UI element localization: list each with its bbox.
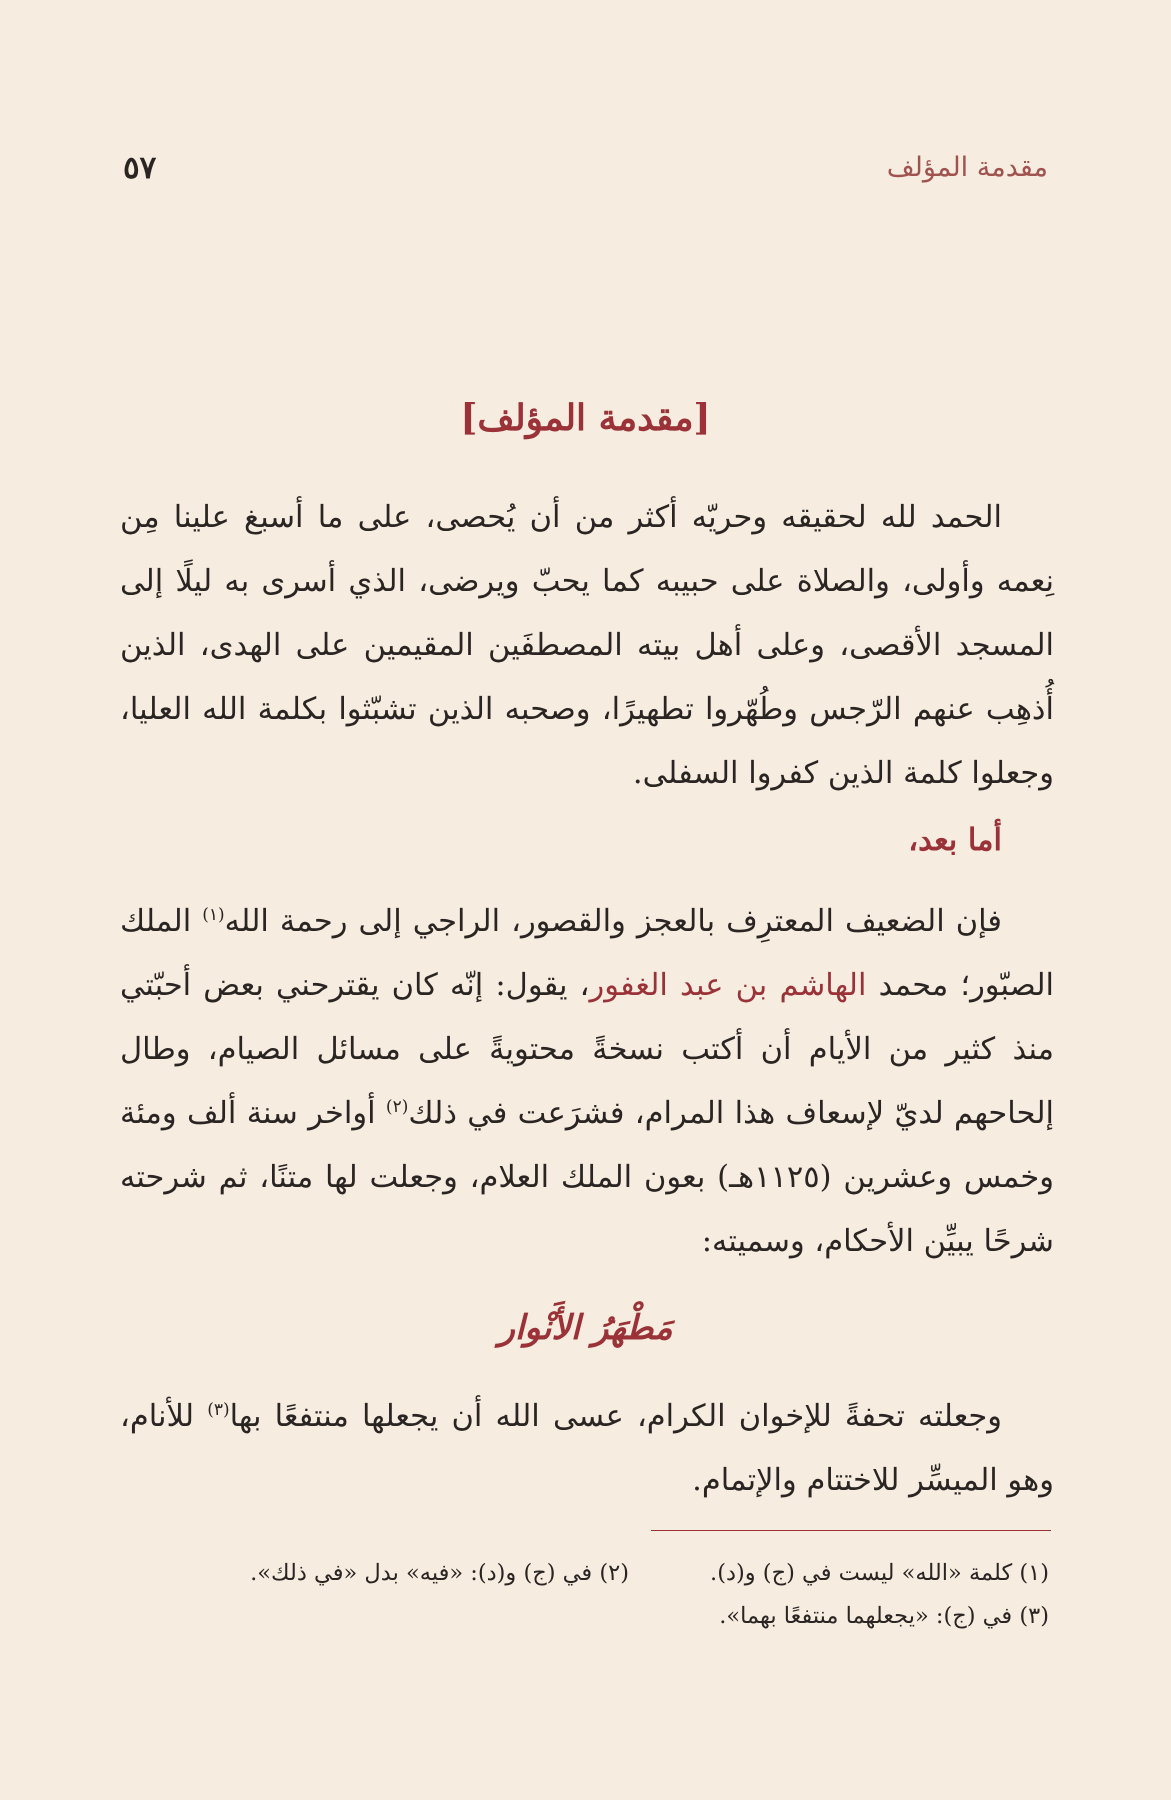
page-number: ٥٧ [123, 150, 157, 186]
running-title: مقدمة المؤلف [886, 152, 1048, 183]
footnote-3: (٣) في (ج): «يجعلهما منتفعًا بهما». [719, 1603, 1049, 1629]
footnote-divider [651, 1530, 1051, 1531]
footnotes [115, 1552, 1049, 1638]
amma-bad-heading: أما بعد، [908, 822, 1002, 858]
main-text-continued [120, 1385, 1054, 1513]
footnote-ref-3[interactable]: (٣) [207, 1399, 230, 1420]
paragraph-text: ، يقول: إنّه كان يقترحني بعض أحبّتي منذ كثير من الأيام أن أكتب نسخةً محتويةً على مسائل الصيام، وطال إلحاحهم لديّ لإسعاف هذا المرام، فشرَعت في ذلك [120, 968, 1054, 1131]
footnote-2: (٢) في (ج) و(د): «فيه» بدل «في ذلك». [250, 1560, 629, 1586]
paragraph-text: الملك الصبّور؛ محمد [120, 904, 1054, 1003]
footnote-ref-1[interactable]: (١) [202, 904, 225, 925]
paragraph-dedication [120, 1385, 1054, 1513]
paragraph-praise: الحمد لله لحقيقه وحريّه أكثر من أن يُحصى، على ما أسبغ علينا مِن نِعمه وأولى، والصلاة على حبيبه كما يحبّ ويرضى، الذي أسرى به ليلًا إلى المسجد الأقصى، وعلى أهل بيته المصطفَين المقيمين على الهدى، الذين أُذهِب عنهم الرّجس وطُهّروا تطهيرًا، وصحبه الذين تشبّثوا بكلمة الله العليا، وجعلوا كلمة الذين كفروا السفلى. [120, 500, 1054, 791]
author-name: الهاشم بن عبد الغفور [589, 968, 867, 1003]
main-text [120, 486, 1054, 1274]
footnote-ref-2[interactable]: (٢) [385, 1096, 409, 1117]
section-heading: [مقدمة المؤلف] [460, 397, 711, 439]
paragraph-text: للأنام، وهو الميسِّر للاختتام والإتمام. [120, 1399, 1054, 1498]
book-title: مَطْهَرُ الأَنْوار [498, 1308, 673, 1348]
paragraph-text: أواخر سنة ألف ومئة وخمس وعشرين (١١٢٥هـ) بعون الملك العلام، وجعلت لها متنًا، ثم شرحته شرحًا يبيِّن الأحكام، وسميته: [120, 1096, 1055, 1259]
footnote-row [115, 1552, 1049, 1595]
paragraph-author-intro [120, 890, 1054, 1274]
footnote-1: (١) كلمة «الله» ليست في (ج) و(د). [710, 1560, 1049, 1586]
paragraph-text: وجعلته تحفةً للإخوان الكرام، عسى الله أن يجعلها منتفعًا بها [229, 1399, 1002, 1434]
paragraph-text: فإن الضعيف المعترِف بالعجز والقصور، الراجي إلى رحمة الله [224, 904, 1002, 939]
